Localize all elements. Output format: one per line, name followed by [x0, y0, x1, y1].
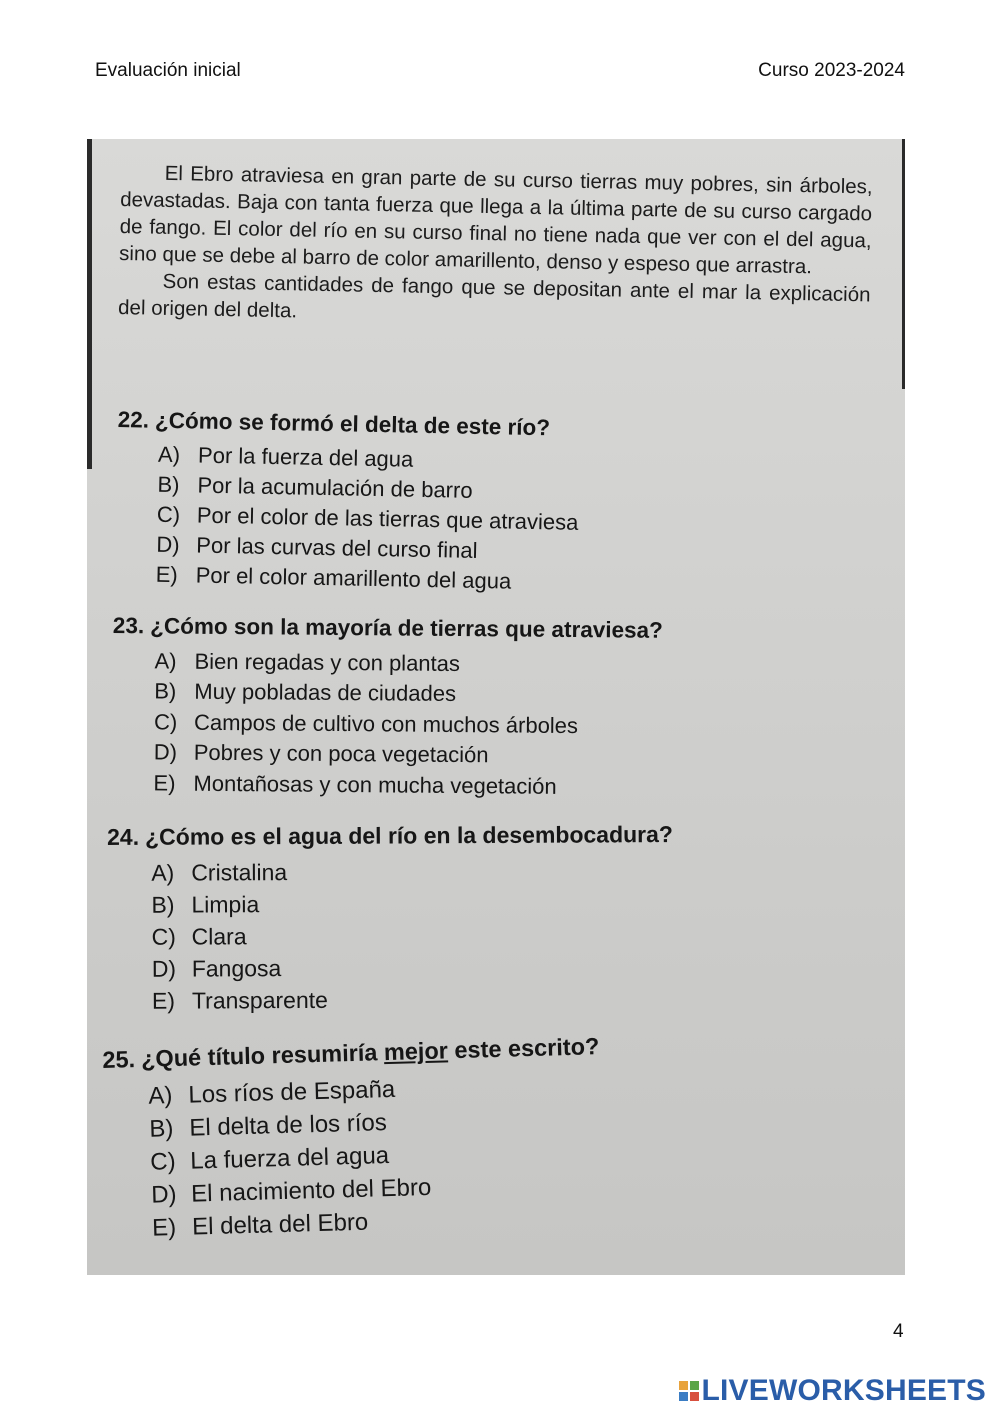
question-24 — [107, 818, 674, 1017]
answer-option-b[interactable] — [151, 886, 673, 921]
option-letter: C) — [151, 923, 176, 950]
option-text: Los ríos de España — [188, 1075, 396, 1109]
option-letter: E) — [153, 769, 176, 796]
question-text-start: ¿Qué título resumiría — [140, 1039, 378, 1072]
option-letter: C) — [156, 501, 181, 528]
question-number: 25. — [102, 1046, 136, 1073]
option-text: El nacimiento del Ebro — [190, 1173, 432, 1208]
question-title — [117, 405, 580, 444]
question-number: 24. — [107, 823, 140, 850]
option-text: Fangosa — [191, 955, 282, 982]
answer-option-a[interactable] — [154, 646, 662, 681]
option-letter: D) — [153, 739, 178, 765]
passage-paragraph-2: Son estas cantidades de fango que se depositan ante el mar la explicación del origen del delta. — [117, 269, 871, 323]
option-text: El delta de los ríos — [189, 1109, 388, 1142]
option-letter: B) — [157, 471, 180, 498]
page-number: 4 — [893, 1321, 904, 1342]
question-22 — [114, 405, 580, 598]
option-text: Clara — [191, 923, 247, 950]
option-text: Cristalina — [191, 859, 288, 886]
option-letter: A) — [148, 1082, 173, 1110]
reading-passage — [118, 159, 873, 335]
question-text: ¿Cómo es el agua del río en la desembocadura? — [144, 821, 674, 850]
worksheet-photo — [87, 139, 905, 1275]
header-left-title: Evaluación inicial — [95, 60, 241, 81]
option-letter: E) — [151, 987, 176, 1014]
option-text: Bien regadas y con plantas — [194, 648, 461, 676]
option-letter: D) — [150, 1180, 177, 1209]
question-text: ¿Cómo se formó el delta de este río? — [154, 407, 551, 441]
option-text: Por las curvas del curso final — [196, 532, 478, 563]
option-letter: C) — [153, 708, 178, 735]
option-text: Por el color amarillento del agua — [195, 562, 512, 594]
logo-square-orange — [679, 1381, 688, 1390]
question-title — [107, 818, 673, 853]
question-text-underlined: mejor — [383, 1037, 449, 1066]
option-text: Pobres y con poca vegetación — [193, 739, 489, 768]
question-number: 23. — [112, 612, 145, 639]
answer-option-c[interactable] — [152, 918, 674, 953]
answer-option-e[interactable] — [153, 768, 661, 803]
option-letter: D) — [156, 531, 180, 558]
answer-option-d[interactable] — [154, 737, 662, 772]
page-edge-line-left — [87, 139, 92, 469]
answer-option-a[interactable] — [151, 854, 673, 889]
logo-square-red — [690, 1392, 699, 1401]
option-text: Por la acumulación de barro — [197, 472, 473, 503]
answer-option-c[interactable] — [154, 707, 662, 742]
option-letter: C) — [149, 1147, 177, 1176]
option-text: Por la fuerza del agua — [197, 442, 414, 472]
answer-option-b[interactable] — [154, 676, 662, 711]
option-letter: E) — [151, 1214, 177, 1242]
answer-option-d[interactable] — [152, 950, 674, 985]
option-letter: A) — [154, 647, 177, 674]
option-text: Campos de cultivo con muchos árboles — [193, 709, 579, 738]
option-letter: A) — [151, 859, 175, 886]
liveworksheets-logo-icon — [679, 1381, 699, 1401]
option-letter: D) — [151, 955, 177, 982]
liveworksheets-brand[interactable] — [679, 1374, 987, 1408]
option-text: Muy pobladas de ciudades — [194, 678, 457, 706]
option-text: Limpia — [191, 891, 260, 918]
question-title — [113, 611, 663, 646]
logo-square-green — [690, 1381, 699, 1390]
option-text: Montañosas y con mucha vegetación — [193, 770, 557, 799]
question-23 — [111, 611, 663, 803]
question-text: ¿Cómo son la mayoría de tierras que atraviesa? — [150, 613, 663, 643]
option-letter: E) — [155, 561, 178, 588]
question-text-end: este escrito? — [454, 1033, 600, 1064]
option-letter: A) — [157, 441, 181, 468]
option-text: Transparente — [191, 986, 328, 1014]
option-text: La fuerza del agua — [189, 1142, 390, 1175]
option-text: Por el color de las tierras que atraviesa — [196, 502, 579, 535]
brand-name: LIVEWORKSHEETS — [701, 1374, 986, 1407]
question-25 — [102, 1030, 605, 1246]
answer-option-e[interactable] — [152, 982, 674, 1017]
option-letter: B) — [151, 891, 175, 918]
page-edge-line-right — [902, 139, 905, 389]
option-letter: B) — [149, 1115, 174, 1143]
passage-paragraph-1: El Ebro atraviesa en gran parte de su curso tierras muy pobres, sin árboles, devastadas. Baja con tanta fuerza que llega a la última parte de su curso cargado de fango. El color del río en su curso final no tiene nada que ver con el del agua, sino que se debe al barro de color amarillento, denso y espeso que arrastra. — [118, 161, 873, 279]
header-course-year: Curso 2023-2024 — [758, 60, 905, 81]
option-text: El delta del Ebro — [191, 1208, 369, 1241]
question-number: 22. — [117, 406, 150, 433]
logo-square-blue — [679, 1392, 688, 1401]
option-letter: B) — [154, 678, 177, 704]
